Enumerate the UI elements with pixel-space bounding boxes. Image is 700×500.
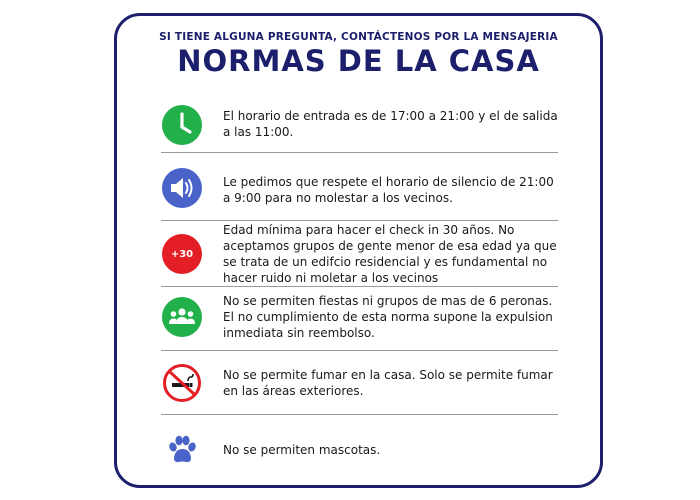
rule-text: El horario de entrada es de 17:00 a 21:00 y el de salida a las 11:00. — [223, 109, 558, 139]
rule-text: Edad mínima para hacer el check in 30 años. No aceptamos grupos de gente menor de esa edad ya que se trata de un edifcio residencial y es fundamental no hacer ruido ni moletar a los vecinos — [223, 223, 557, 285]
divider — [161, 350, 558, 351]
no-smoking-icon — [162, 363, 202, 403]
age-badge-icon — [162, 234, 202, 274]
clock-icon — [162, 105, 202, 145]
rule-item-parties — [161, 290, 558, 346]
rule-text: No se permiten mascotas. — [223, 443, 381, 457]
divider — [161, 152, 558, 153]
speaker-icon — [162, 168, 202, 208]
page-title: NORMAS DE LA CASA — [177, 44, 540, 78]
rule-item-checkin — [161, 102, 558, 148]
rule-text: Le pedimos que respete el horario de silencio de 21:00 a 9:00 para no molestar a los vecinos. — [223, 175, 554, 205]
rule-item-pets — [161, 428, 558, 472]
divider — [161, 220, 558, 221]
group-icon — [162, 297, 202, 337]
rule-item-silence — [161, 160, 558, 216]
divider — [161, 414, 558, 415]
rule-text: No se permite fumar en la casa. Solo se permite fumar en las áreas exteriores. — [223, 368, 553, 398]
rule-item-smoking — [161, 358, 558, 410]
rule-item-age — [161, 222, 558, 284]
paw-icon — [162, 430, 202, 470]
rule-text: No se permiten fiestas ni grupos de mas de 6 peronas. El no cumplimiento de esta norma supone la expulsion inmediata sin reembolso. — [223, 294, 553, 340]
contact-subtitle: SI TIENE ALGUNA PREGUNTA, CONTÁCTENOS POR LA MENSAJERIA — [159, 31, 558, 43]
age-badge-label: +30 — [170, 248, 194, 260]
divider — [161, 286, 558, 287]
